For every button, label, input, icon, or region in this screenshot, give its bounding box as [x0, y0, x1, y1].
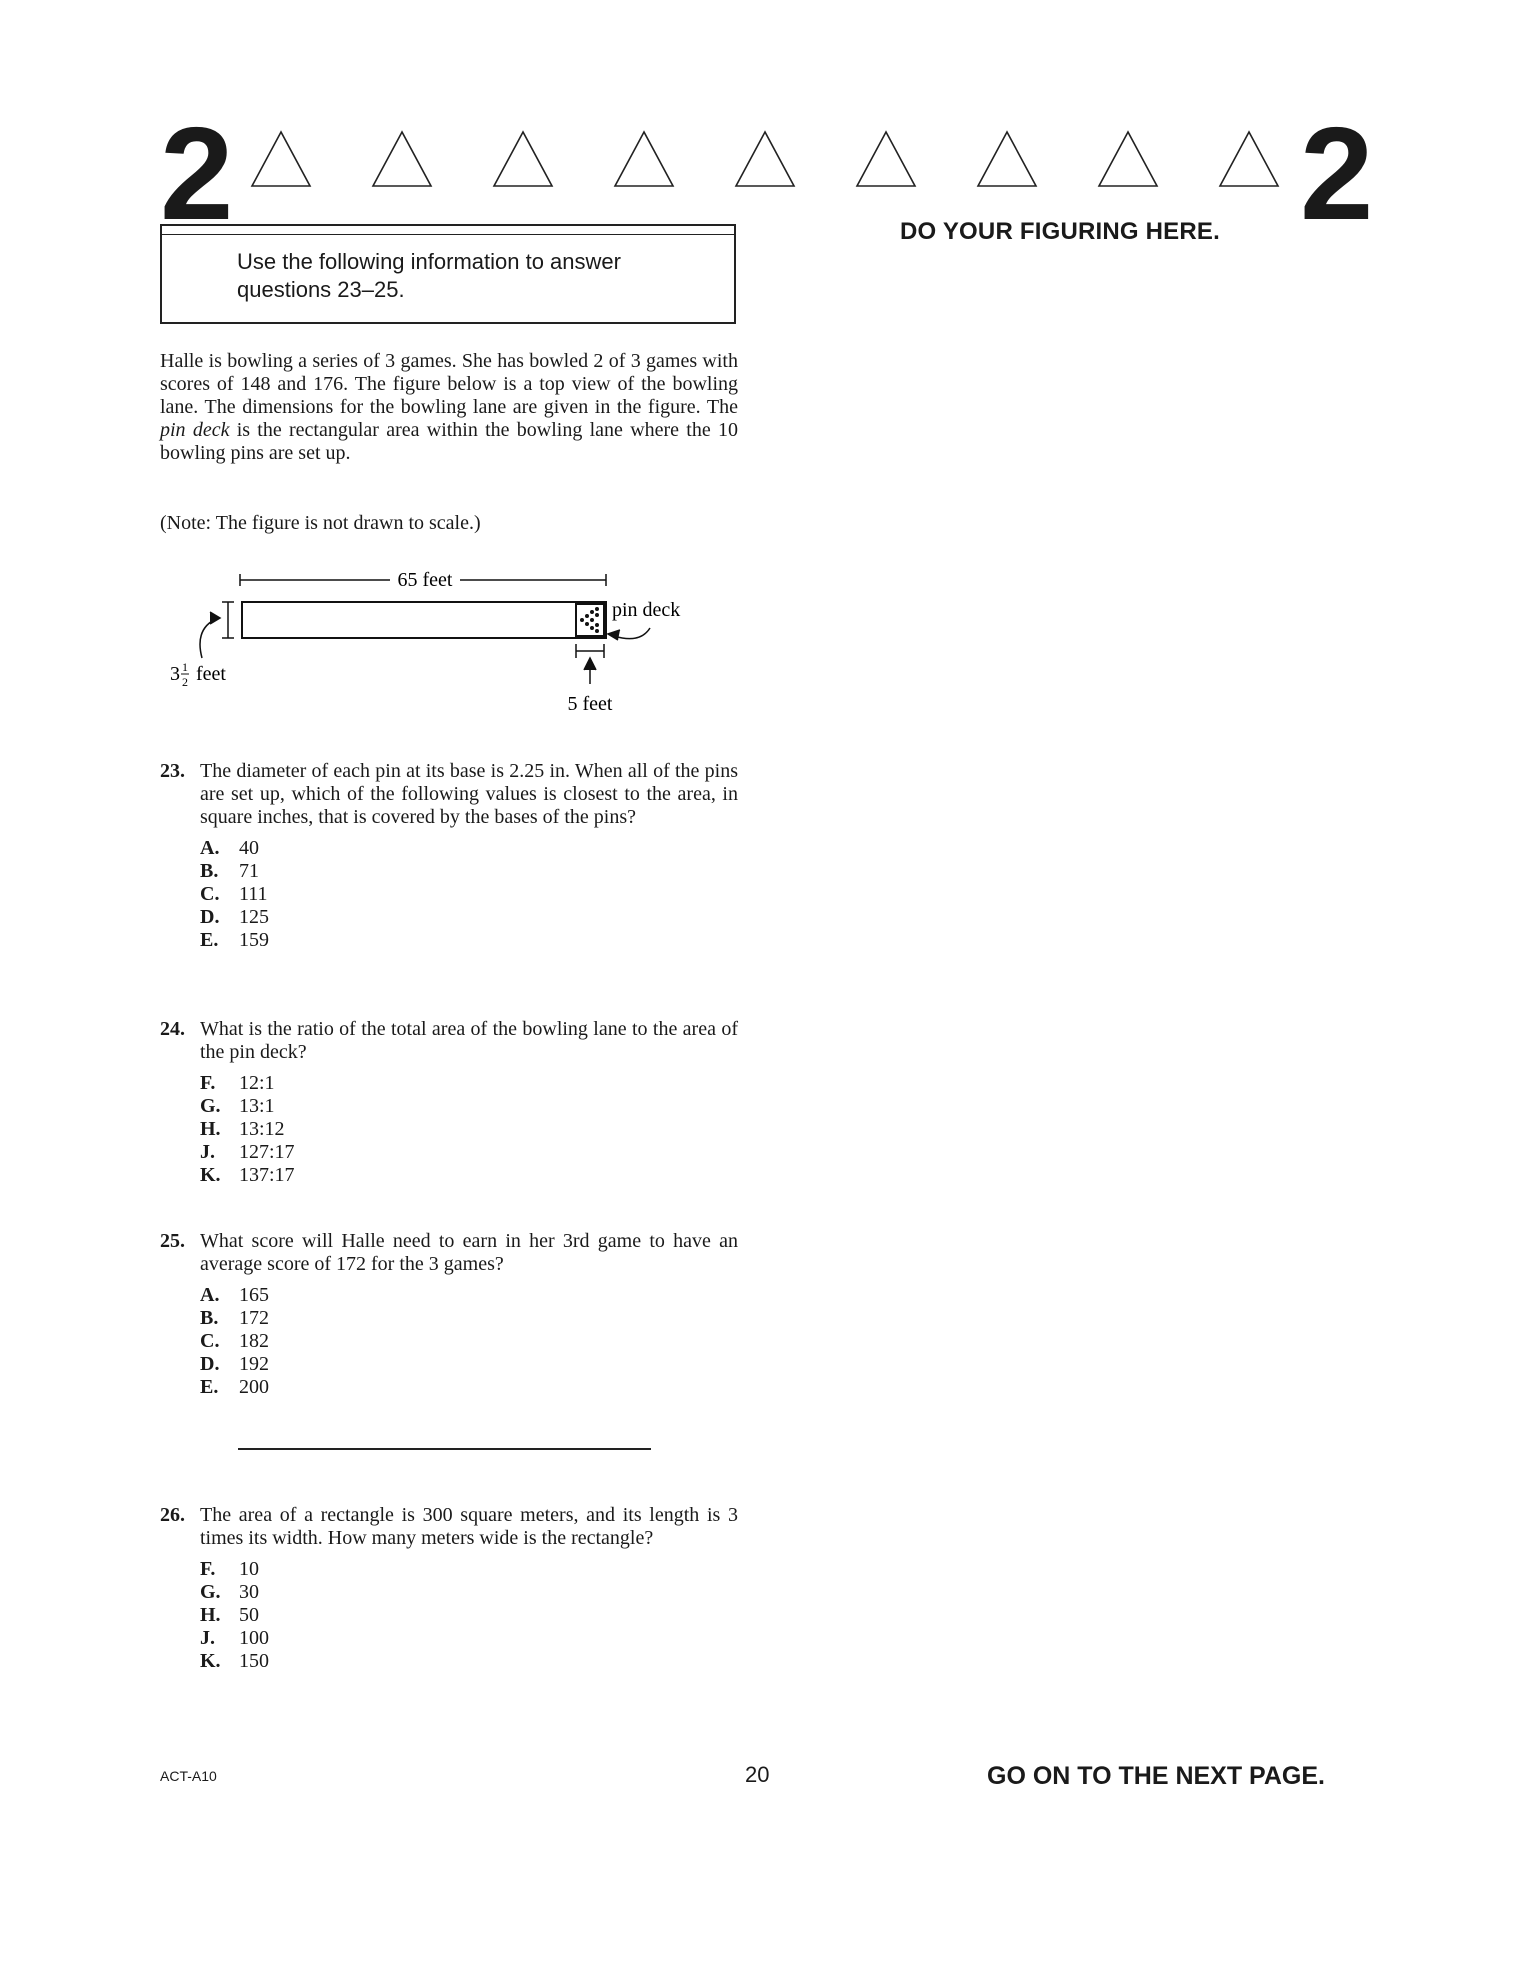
choice-value: 111	[239, 883, 268, 905]
pins-icon	[580, 607, 599, 633]
choice-letter: C.	[200, 1330, 220, 1352]
choice-letter: J.	[200, 1141, 215, 1163]
length-label: 65 feet	[397, 569, 453, 591]
question-text: The diameter of each pin at its base is 2.25 in. When all of the pins are set up, which of the following values is closest to the area, in square inches, that is covered by the bases of the pins?	[200, 760, 738, 828]
next-page-label: GO ON TO THE NEXT PAGE.	[987, 1762, 1326, 1790]
answer-choice[interactable]	[200, 1558, 738, 1581]
section-number-left: 2	[160, 100, 234, 247]
choice-value: 30	[239, 1581, 259, 1603]
answer-choice[interactable]	[200, 883, 738, 906]
choice-value: 13:12	[239, 1118, 285, 1140]
figuring-label: DO YOUR FIGURING HERE.	[900, 218, 1220, 245]
figure-note: (Note: The figure is not drawn to scale.)	[160, 512, 481, 534]
choice-value: 50	[239, 1604, 259, 1626]
choice-letter: A.	[200, 837, 220, 859]
answer-choices	[200, 837, 738, 952]
answer-choice[interactable]	[200, 1118, 738, 1141]
width-unit: feet	[196, 663, 226, 685]
triangle-icon	[371, 128, 433, 190]
triangle-icon	[855, 128, 917, 190]
section-number-right: 2	[1300, 100, 1374, 247]
choice-letter: H.	[200, 1118, 221, 1140]
width-frac-den: 2	[182, 675, 188, 689]
choice-value: 12:1	[239, 1072, 275, 1094]
choice-letter: E.	[200, 929, 219, 951]
choice-value: 172	[239, 1307, 269, 1329]
triangle-icon	[250, 128, 312, 190]
triangle-icon	[492, 128, 554, 190]
width-dimension	[200, 602, 234, 658]
answer-choices	[200, 1284, 738, 1399]
answer-choice[interactable]	[200, 1141, 738, 1164]
info-box	[160, 224, 736, 324]
answer-choice[interactable]	[200, 1072, 738, 1095]
choice-value: 165	[239, 1284, 269, 1306]
width-frac-num: 1	[182, 660, 188, 674]
section-divider	[238, 1448, 651, 1450]
lane-rectangle	[242, 602, 606, 638]
choice-letter: K.	[200, 1650, 221, 1672]
triangle-icon	[976, 128, 1038, 190]
choice-letter: G.	[200, 1095, 221, 1117]
triangle-icon	[613, 128, 675, 190]
triangle-icon	[1218, 128, 1280, 190]
intro-paragraph	[160, 350, 738, 465]
answer-choice[interactable]	[200, 906, 738, 929]
question-text: The area of a rectangle is 300 square meters, and its length is 3 times its width. How many meters wide is the rectangle?	[200, 1504, 738, 1549]
choice-value: 200	[239, 1376, 269, 1398]
choice-letter: F.	[200, 1558, 216, 1580]
choice-letter: G.	[200, 1581, 221, 1603]
page-number: 20	[745, 1762, 770, 1787]
question-number: 25.	[160, 1230, 185, 1252]
choice-letter: J.	[200, 1627, 215, 1649]
choice-value: 100	[239, 1627, 269, 1649]
question-23	[160, 760, 738, 952]
intro-emphasis: pin deck	[160, 419, 230, 441]
answer-choice[interactable]	[200, 1353, 738, 1376]
question-text: What score will Halle need to earn in her 3rd game to have an average score of 172 for the 3 games?	[200, 1230, 738, 1275]
choice-value: 10	[239, 1558, 259, 1580]
question-25	[160, 1230, 738, 1399]
answer-choice[interactable]	[200, 1604, 738, 1627]
deck-dimension	[576, 644, 604, 684]
width-label	[170, 663, 180, 685]
triangle-icon	[1097, 128, 1159, 190]
answer-choice[interactable]	[200, 1284, 738, 1307]
choice-value: 159	[239, 929, 269, 951]
choice-letter: C.	[200, 883, 220, 905]
answer-choice[interactable]	[200, 1307, 738, 1330]
answer-choice[interactable]	[200, 837, 738, 860]
triangle-icon	[734, 128, 796, 190]
choice-value: 192	[239, 1353, 269, 1375]
choice-letter: E.	[200, 1376, 219, 1398]
choice-value: 137:17	[239, 1164, 295, 1186]
answer-choice[interactable]	[200, 1095, 738, 1118]
triangle-row	[250, 128, 1280, 198]
choice-letter: B.	[200, 1307, 219, 1329]
choice-value: 71	[239, 860, 259, 882]
question-text: What is the ratio of the total area of the bowling lane to the area of the pin deck?	[200, 1018, 738, 1063]
pin-deck-pointer	[608, 628, 650, 640]
answer-choices	[200, 1072, 738, 1187]
intro-text-before: Halle is bowling a series of 3 games. She has bowled 2 of 3 games with scores of 148 and 176. The figure below is a top view of the bowling lane. The dimensions for the bowling lane are given in the figure. The	[160, 350, 738, 418]
choice-letter: K.	[200, 1164, 221, 1186]
choice-value: 150	[239, 1650, 269, 1672]
form-code: ACT-A10	[160, 1768, 217, 1784]
question-number: 24.	[160, 1018, 185, 1040]
question-number: 26.	[160, 1504, 185, 1526]
answer-choice[interactable]	[200, 1650, 738, 1673]
choice-letter: A.	[200, 1284, 220, 1306]
choice-letter: B.	[200, 860, 219, 882]
answer-choice[interactable]	[200, 1376, 738, 1399]
choice-value: 40	[239, 837, 259, 859]
bowling-lane-figure	[170, 568, 710, 728]
info-box-line-1: Use the following information to answer	[237, 249, 621, 274]
pin-deck-label: pin deck	[612, 599, 681, 621]
width-whole: 3	[170, 663, 180, 685]
choice-letter: D.	[200, 906, 220, 928]
answer-choices	[200, 1558, 738, 1673]
question-number: 23.	[160, 760, 185, 782]
choice-value: 127:17	[239, 1141, 295, 1163]
answer-choice[interactable]	[200, 860, 738, 883]
answer-choice[interactable]	[200, 1581, 738, 1604]
answer-choice[interactable]	[200, 1164, 738, 1187]
question-26	[160, 1504, 738, 1673]
answer-choice[interactable]	[200, 1330, 738, 1353]
choice-value: 13:1	[239, 1095, 275, 1117]
answer-choice[interactable]	[200, 929, 738, 952]
choice-letter: F.	[200, 1072, 216, 1094]
choice-letter: H.	[200, 1604, 221, 1626]
intro-text-after: is the rectangular area within the bowling lane where the 10 bowling pins are set up.	[160, 419, 738, 464]
choice-letter: D.	[200, 1353, 220, 1375]
answer-choice[interactable]	[200, 1627, 738, 1650]
question-24	[160, 1018, 738, 1187]
deck-label: 5 feet	[567, 693, 613, 715]
choice-value: 182	[239, 1330, 269, 1352]
info-box-line-2: questions 23–25.	[237, 277, 405, 302]
choice-value: 125	[239, 906, 269, 928]
